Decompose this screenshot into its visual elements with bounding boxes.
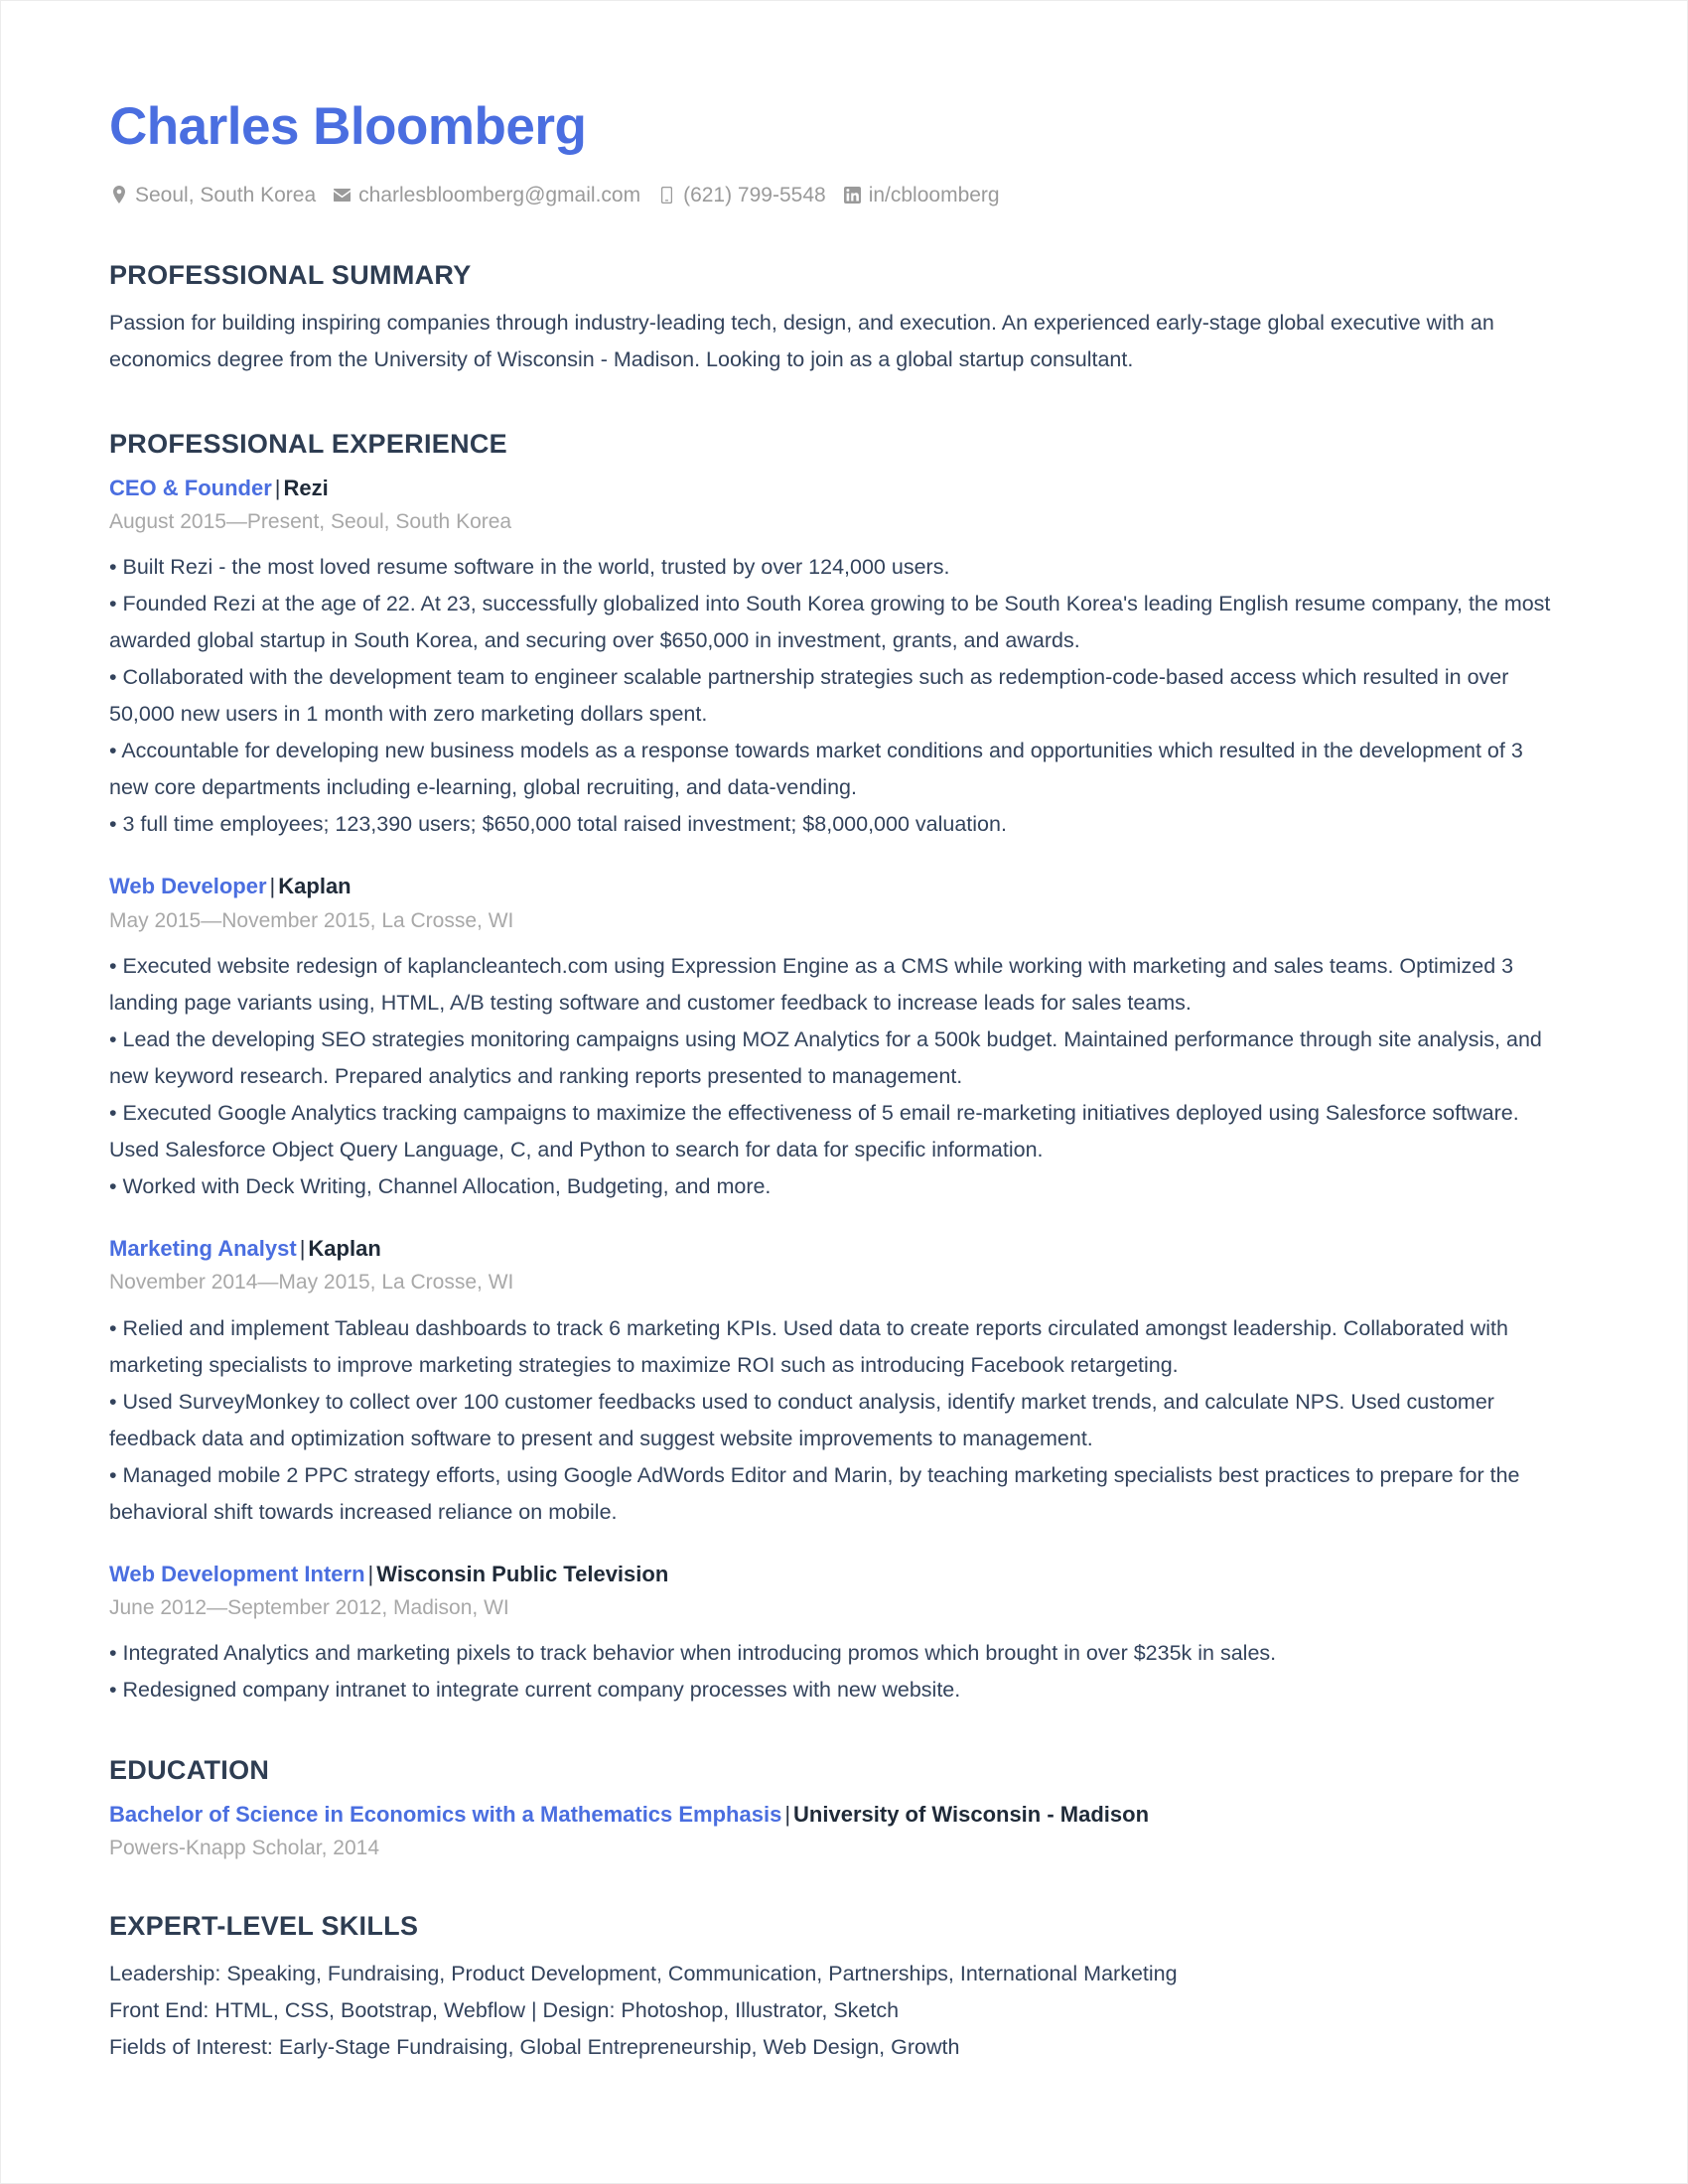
- bullet-item: • Founded Rezi at the age of 22. At 23, successfully globalized into South Korea growing to be South Korea's leading English resume company, the most awarded global startup in South Korea, and securing over $650,000 in investment, grants, and awards.: [109, 592, 1551, 653]
- job-bullets: [109, 1635, 1579, 1708]
- job-title: Marketing Analyst: [109, 1235, 297, 1261]
- job-title: CEO & Founder: [109, 475, 272, 500]
- bullet-item: • Relied and implement Tableau dashboards to track 6 marketing KPIs. Used data to create reports circulated amongst leadership. Collaborated with marketing specialists to improve marketing strategies to maximize ROI such as introducing Facebook retargeting.: [109, 1315, 1508, 1377]
- bullet-item: • Managed mobile 2 PPC strategy efforts, using Google AdWords Editor and Marin, by teaching marketing specialists best practices to prepare for the behavioral shift towards increased reliance on mobile.: [109, 1462, 1520, 1524]
- experience-entry: [109, 1561, 1579, 1709]
- experience-entry: [109, 475, 1579, 844]
- candidate-name: Charles Bloomberg: [109, 97, 587, 156]
- section-title-education: EDUCATION: [109, 1755, 270, 1786]
- job-company: Kaplan: [308, 1235, 381, 1261]
- job-meta: May 2015—November 2015, La Crosse, WI: [109, 908, 514, 932]
- section-education: [109, 1754, 1579, 1861]
- spacer: [109, 386, 1579, 428]
- job-heading: [109, 873, 1579, 901]
- job-heading: [109, 475, 1579, 503]
- section-professional-experience: [109, 428, 1579, 1708]
- contact-location: [109, 183, 316, 207]
- job-title: Web Development Intern: [109, 1561, 365, 1586]
- job-company: Rezi: [283, 475, 329, 500]
- contact-linkedin-text: in/cbloomberg: [868, 183, 1000, 206]
- job-bullets: [109, 948, 1579, 1205]
- contact-email-text: charlesbloomberg@gmail.com: [358, 183, 641, 206]
- job-bullets: [109, 1310, 1579, 1531]
- experience-entry: [109, 1235, 1579, 1531]
- bullet-item: • Worked with Deck Writing, Channel Allocation, Budgeting, and more.: [109, 1173, 772, 1198]
- summary-text: Passion for building inspiring companies through industry-leading tech, design, and execution. An experienced early-stage global executive with an economics degree from the University of Wisconsin - Madison. Looking to join as a global startup consultant.: [109, 311, 1494, 372]
- section-professional-summary: [109, 259, 1579, 378]
- job-separator: |: [299, 1235, 306, 1261]
- bullet-item: • Collaborated with the development team to engineer scalable partnership strategies such as redemption-code-based access which resulted in over 50,000 new users in 1 month with zero marketing dollars spent.: [109, 665, 1509, 727]
- job-separator: |: [274, 475, 281, 500]
- phone-icon: [657, 185, 676, 205]
- bullet-item: • Used SurveyMonkey to collect over 100 customer feedbacks used to conduct analysis, identify market trends, and calculate NPS. Used customer feedback data and optimization software to present and suggest website improvements to management.: [109, 1389, 1494, 1450]
- section-skills: [109, 1910, 1579, 2066]
- job-meta: August 2015—Present, Seoul, South Korea: [109, 510, 512, 534]
- bullet-item: • Accountable for developing new business models as a response towards market conditions and opportunities which resulted in the development of 3 new core departments including e-learning, global recruiting, and data-vending.: [109, 739, 1523, 800]
- skill-line: Front End: HTML, CSS, Bootstrap, Webflow | Design: Photoshop, Illustrator, Sketch: [109, 1998, 900, 2023]
- contact-email[interactable]: [333, 183, 640, 207]
- bullet-item: • Integrated Analytics and marketing pixels to track behavior when introducing promos which brought in over $235k in sales.: [109, 1641, 1277, 1666]
- section-title-experience: PROFESSIONAL EXPERIENCE: [109, 429, 507, 460]
- bullet-item: • 3 full time employees; 123,390 users; $650,000 total raised investment; $8,000,000 valuation.: [109, 812, 1007, 837]
- contact-location-text: Seoul, South Korea: [135, 183, 317, 206]
- job-company: Wisconsin Public Television: [376, 1561, 669, 1586]
- bullet-item: • Executed website redesign of kaplancleantech.com using Expression Engine as a CMS while working with marketing and sales teams. Optimized 3 landing page variants using, HTML, A/B testing software and customer feedback to increase leads for sales teams.: [109, 954, 1514, 1016]
- job-title: Web Developer: [109, 874, 267, 899]
- job-heading: [109, 1235, 1579, 1264]
- contact-phone: [657, 183, 826, 207]
- bullet-item: • Built Rezi - the most loved resume software in the world, trusted by over 124,000 users.: [109, 555, 950, 580]
- job-separator: |: [269, 874, 276, 899]
- job-heading: [109, 1561, 1579, 1589]
- bullet-item: • Executed Google Analytics tracking campaigns to maximize the effectiveness of 5 email re-marketing initiatives deployed using Salesforce software. Used Salesforce Object Query Language, C, and Python to search for data for specific information.: [109, 1100, 1519, 1161]
- contact-linkedin[interactable]: [843, 183, 1000, 207]
- education-heading: [109, 1801, 1579, 1830]
- job-meta: November 2014—May 2015, La Crosse, WI: [109, 1271, 514, 1295]
- bullet-item: • Redesigned company intranet to integrate current company processes with new website.: [109, 1678, 961, 1703]
- education-degree: Bachelor of Science in Economics with a Mathematics Emphasis: [109, 1801, 782, 1827]
- resume-header: [109, 99, 1579, 207]
- envelope-icon: [333, 185, 352, 205]
- contact-row: [109, 183, 1579, 207]
- section-title-skills: EXPERT-LEVEL SKILLS: [109, 1910, 419, 1941]
- spacer: [109, 1716, 1579, 1754]
- location-pin-icon: [109, 185, 128, 205]
- contact-phone-text: (621) 799-5548: [683, 183, 826, 206]
- job-separator: |: [367, 1561, 374, 1586]
- education-separator: |: [784, 1801, 791, 1827]
- spacer: [109, 1870, 1579, 1910]
- education-meta: Powers-Knapp Scholar, 2014: [109, 1837, 380, 1860]
- education-school: University of Wisconsin - Madison: [793, 1801, 1150, 1827]
- skill-line: Fields of Interest: Early-Stage Fundraising, Global Entrepreneurship, Web Design, Growth: [109, 2035, 960, 2059]
- experience-entry: [109, 873, 1579, 1205]
- skill-line: Leadership: Speaking, Fundraising, Product Development, Communication, Partnerships, International Marketing: [109, 1962, 1178, 1986]
- bullet-item: • Lead the developing SEO strategies monitoring campaigns using MOZ Analytics for a 500k budget. Maintained performance through site analysis, and new keyword research. Prepared analytics and ranking reports presented to management.: [109, 1027, 1542, 1088]
- job-meta: June 2012—September 2012, Madison, WI: [109, 1596, 509, 1620]
- job-bullets: [109, 549, 1579, 843]
- linkedin-icon: [843, 185, 862, 205]
- section-title-summary: PROFESSIONAL SUMMARY: [109, 259, 472, 290]
- job-company: Kaplan: [278, 874, 352, 899]
